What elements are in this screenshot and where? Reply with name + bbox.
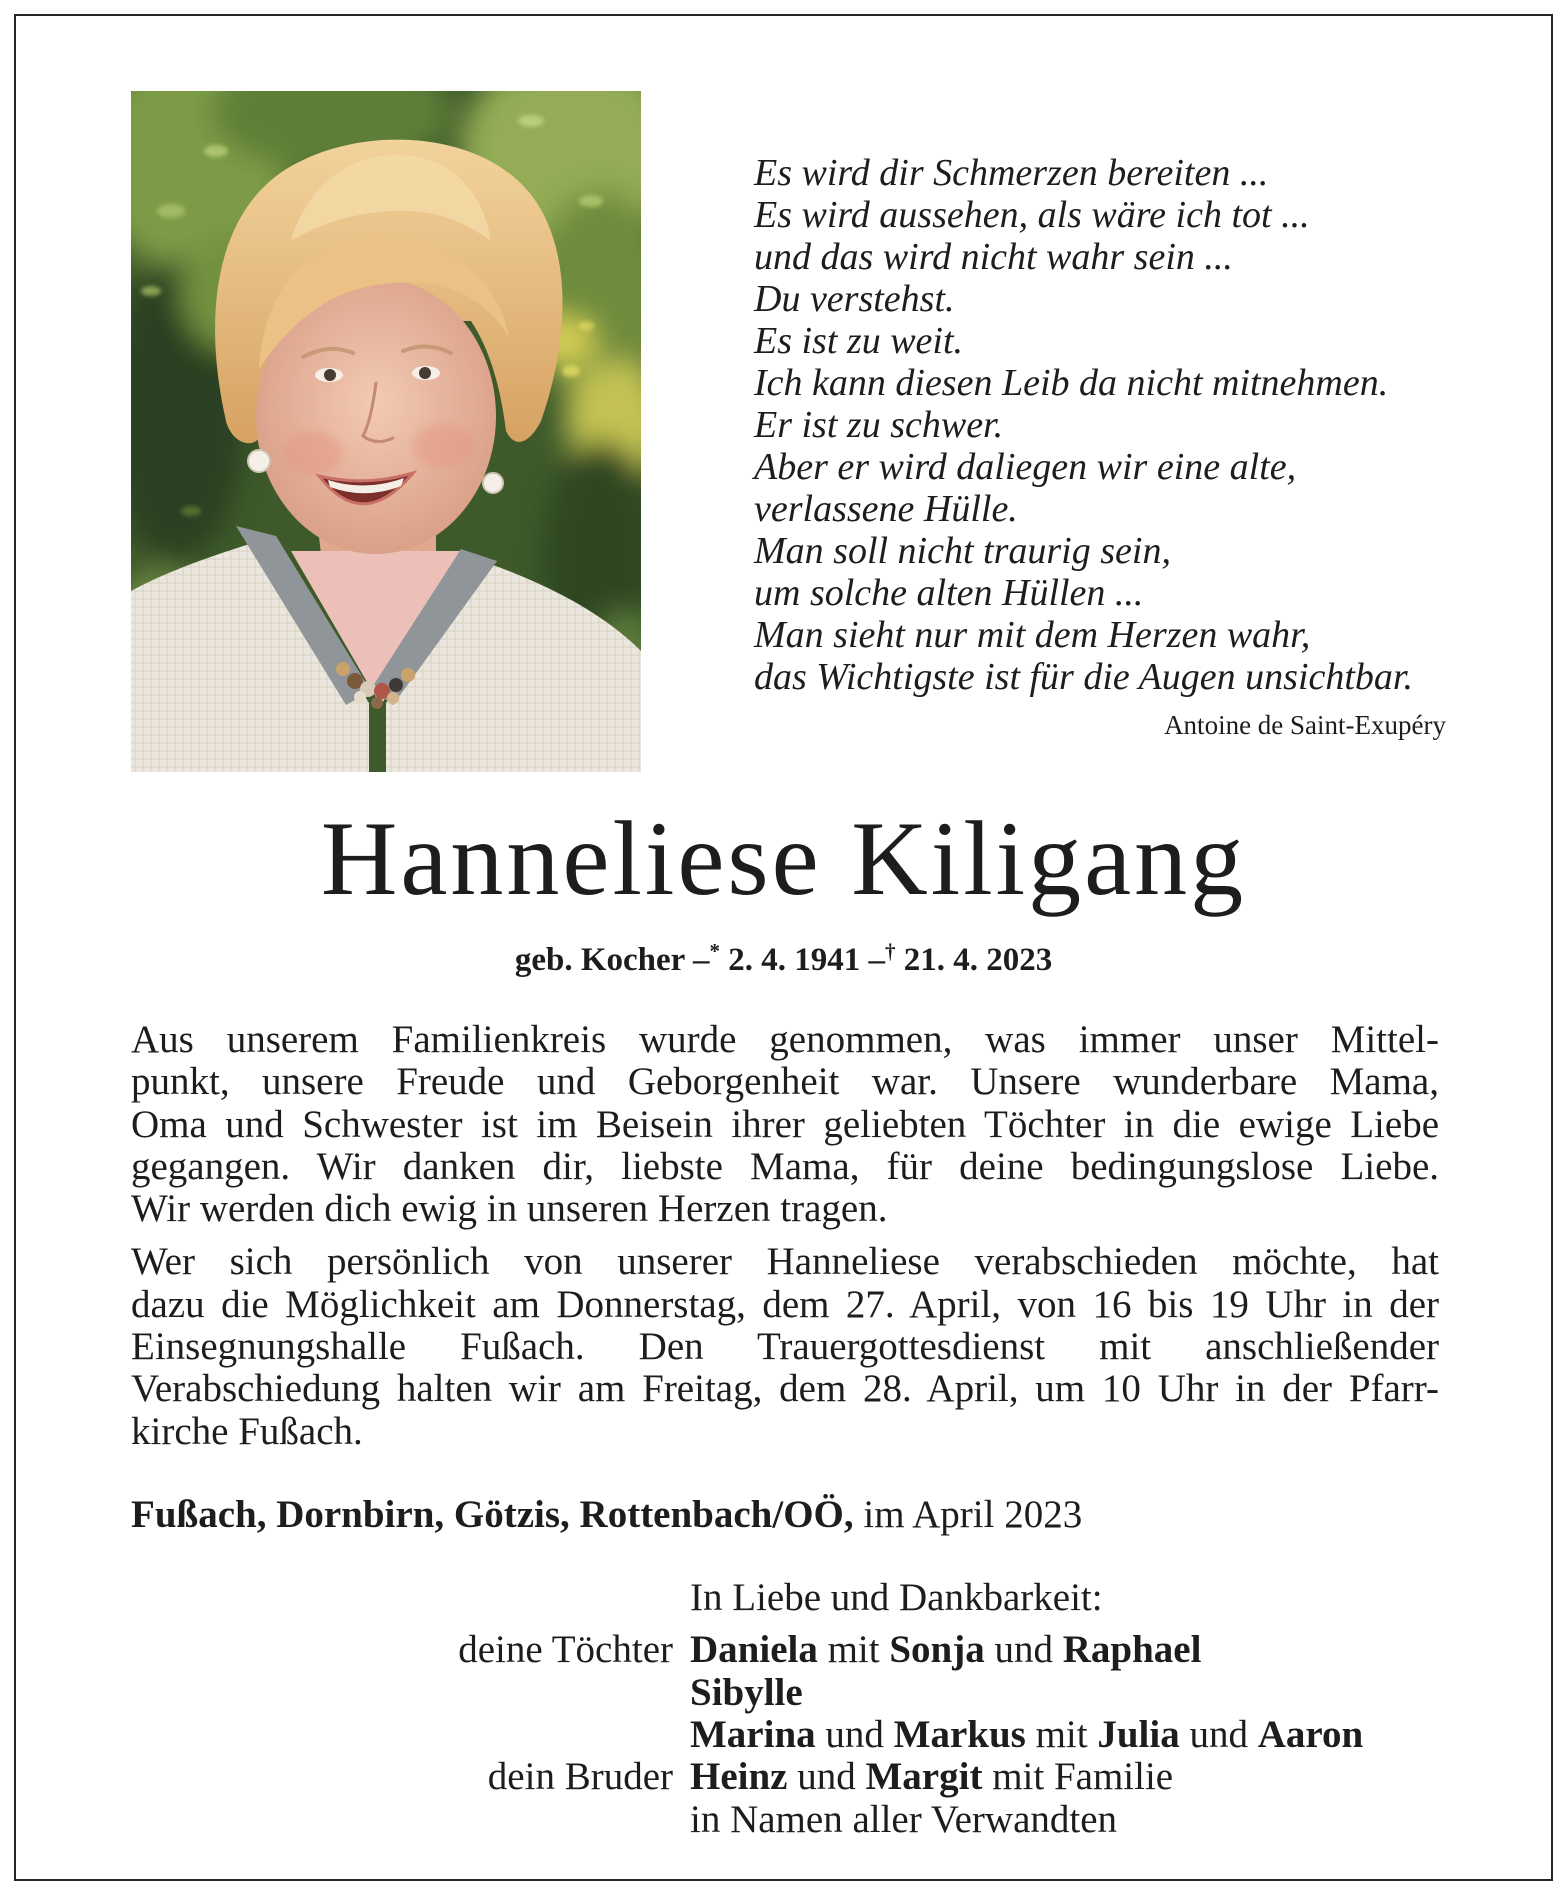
poem-author: Antoine de Saint-Exupéry (1164, 710, 1446, 740)
separator: – (868, 942, 885, 978)
relative-name: Sibylle (690, 1671, 803, 1714)
message-line: Verabschiedung halten wir am Freitag, dem 28. April, um 10 Uhr in der Pfarr- (131, 1368, 1439, 1411)
birth-date: 2. 4. 1941 (728, 942, 861, 978)
connector: mit (827, 1628, 880, 1671)
portrait-photo (131, 91, 641, 772)
deceased-name: Hanneliese Kiligang (320, 800, 1247, 917)
relative-name: Marina (690, 1713, 816, 1756)
brother-label: dein Bruder (487, 1755, 673, 1798)
poem-line: Es ist zu weit. (754, 320, 964, 362)
poem-line: das Wichtigste ist für die Augen unsichtbar. (754, 656, 1414, 698)
message-line: dazu die Möglichkeit am Donnerstag, dem 27. April, von 16 bis 19 Uhr in der (131, 1283, 1439, 1326)
connector: und (1189, 1713, 1248, 1756)
poem-line: und das wird nicht wahr sein ... (754, 236, 1233, 278)
relative-name: Sonja (889, 1628, 985, 1671)
obituary-message (131, 1019, 1439, 1453)
poem-line: Es wird dir Schmerzen bereiten ... (754, 152, 1269, 194)
message-line: Wir werden dich ewig in unseren Herzen tragen. (131, 1188, 888, 1231)
poem-line: Aber er wird daliegen wir eine alte, (754, 446, 1297, 488)
message-paragraph (131, 1241, 1439, 1452)
daughters-label: deine Töchter (458, 1628, 673, 1671)
poem-line: Du verstehst. (754, 278, 955, 320)
message-line: Wer sich persönlich von unserer Hanneliese verabschieden möchte, hat (131, 1241, 1439, 1284)
connector: und (994, 1628, 1053, 1671)
place-date: im April 2023 (863, 1493, 1083, 1536)
separator: – (692, 942, 710, 978)
death-date: 21. 4. 2023 (903, 942, 1053, 978)
relative-name: Aaron (1257, 1713, 1364, 1756)
poem-line: Es wird aussehen, als wäre ich tot ... (754, 194, 1310, 236)
relative-name: Julia (1097, 1713, 1180, 1756)
life-dates (0, 940, 1567, 983)
poem-line: verlassene Hülle. (754, 488, 1018, 530)
poem-line: um solche alten Hüllen ... (754, 572, 1144, 614)
signature-row (0, 1714, 1567, 1756)
connector: mit Familie (992, 1755, 1174, 1798)
signature-row (0, 1672, 1567, 1714)
signature-names (690, 1629, 1201, 1671)
message-line: Aus unserem Familienkreis wurde genommen, was immer unser Mittel- (131, 1019, 1439, 1061)
connector: mit (1035, 1713, 1088, 1756)
poem-line: Man sieht nur mit dem Herzen wahr, (754, 614, 1311, 656)
message-paragraph (131, 1019, 1439, 1230)
poem-line: Man soll nicht traurig sein, (754, 530, 1171, 572)
signature-names (690, 1756, 1173, 1798)
relative-name: Raphael (1062, 1628, 1202, 1671)
died-mark: † (884, 939, 896, 963)
maiden-name: geb. Kocher (514, 942, 685, 978)
message-line: Oma und Schwester ist im Beisein ihrer geliebten Töchter in die ewige Liebe (131, 1103, 1439, 1146)
signature-names (690, 1714, 1363, 1756)
relative-name: Daniela (690, 1628, 818, 1671)
poem-line: Ich kann diesen Leib da nicht mitnehmen. (754, 362, 1389, 404)
poem-line: Er ist zu schwer. (754, 404, 1004, 446)
signature-row (0, 1756, 1567, 1798)
born-mark: * (709, 939, 720, 963)
message-line: gegangen. Wir danken dir, liebste Mama, für deine bedingungslose Liebe. (131, 1145, 1439, 1188)
relative-name: Markus (893, 1713, 1026, 1756)
place-towns: Fußach, Dornbirn, Götzis, Rottenbach/OÖ, (131, 1493, 854, 1536)
connector: und (797, 1755, 856, 1798)
signature-names (690, 1672, 803, 1714)
connector: und (825, 1713, 884, 1756)
message-line: Einsegnungshalle Fußach. Den Trauergottesdienst mit anschließender (131, 1326, 1439, 1369)
relative-name: Margit (865, 1755, 983, 1798)
poem (754, 152, 1413, 698)
signature-intro: In Liebe und Dankbarkeit: (690, 1576, 1103, 1619)
signature-closing: in Namen aller Verwandten (690, 1798, 1118, 1841)
message-line: kirche Fußach. (131, 1410, 363, 1453)
relative-name: Heinz (690, 1755, 788, 1798)
signature-row (0, 1629, 1567, 1671)
signature-row (0, 1799, 1567, 1841)
place-and-date (131, 1494, 1082, 1536)
message-line: punkt, unsere Freude und Geborgenheit war. Unsere wunderbare Mama, (131, 1061, 1439, 1104)
